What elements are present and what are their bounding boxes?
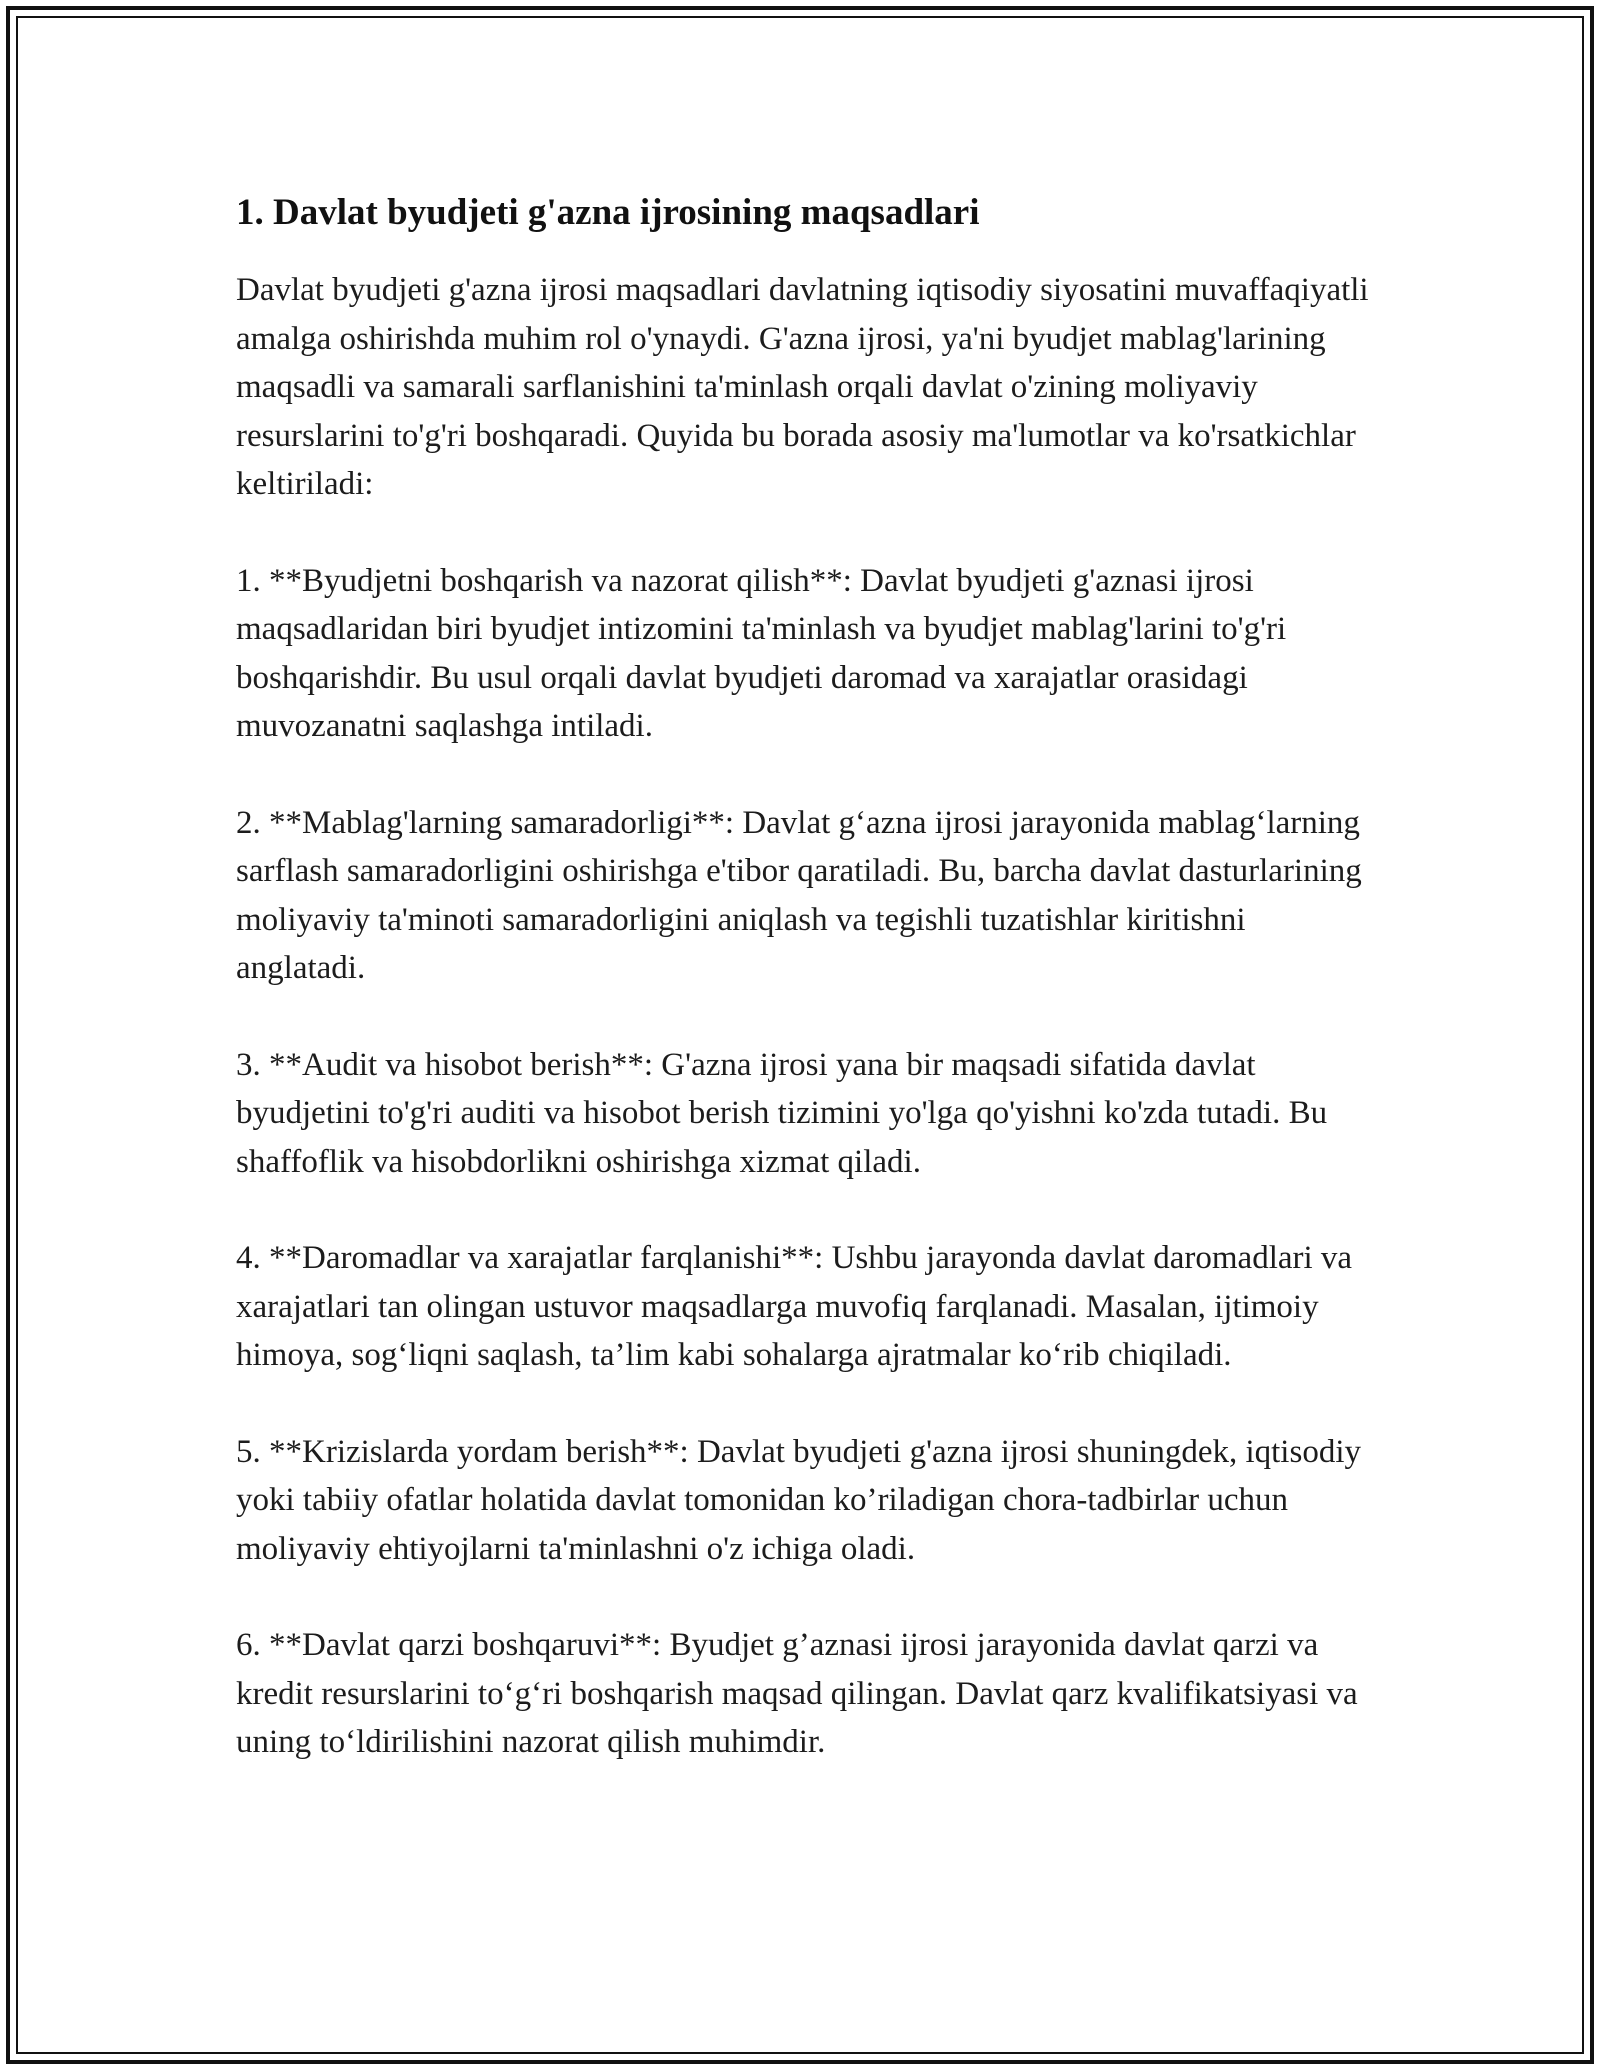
list-item-income-expense: 4. **Daromadlar va xarajatlar farqlanishi**: Ushbu jarayonda davlat daromadlari va xarajatlari tan olingan ustuvor maqsadlarga muvofiq farqlanadi. Masalan, ijtimoiy himoya, sog‘liqni saqlash, ta’lim kabi sohalarga ajratmalar ko‘rib chiqiladi. <box>236 1240 1353 1373</box>
list-item-budget-management: 1. **Byudjetni boshqarish va nazorat qilish**: Davlat byudjeti g'aznasi ijrosi maqsadlaridan biri byudjet intizomini ta'minlash va byudjet mablag'larini to'g'ri boshqarishdir. Bu usul orqali davlat byudjeti daromad va xarajatlar orasidagi muvozanatni saqlashga intiladi. <box>236 562 1287 744</box>
document-body <box>236 180 1376 1767</box>
list-item-debt-management: 6. **Davlat qarzi boshqaruvi**: Byudjet g’aznasi ijrosi jarayonida davlat qarzi va kredit resurslarini to‘g‘ri boshqarish maqsad qilingan. Davlat qarz kvalifikatsiyasi va uning to‘ldirilishini nazorat qilish muhimdir. <box>236 1627 1358 1760</box>
intro-paragraph: Davlat byudjeti g'azna ijrosi maqsadlari davlatning iqtisodiy siyosatini muvaffaqiyatli amalga oshirishda muhim rol o'ynaydi. G'azna ijrosi, ya'ni byudjet mablag'larining maqsadli va samarali sarflanishini ta'minlash orqali davlat o'zining moliyaviy resurslarini to'g'ri boshqaradi. Quyida bu borada asosiy ma'lumotlar va ko'rsatkichlar keltiriladi: <box>236 272 1369 502</box>
section-heading: 1. Davlat byudjeti g'azna ijrosining maqsadlari <box>236 192 980 233</box>
list-item-audit: 3. **Audit va hisobot berish**: G'azna ijrosi yana bir maqsadi sifatida davlat byudjetini to'g'ri auditi va hisobot berish tizimini yo'lga qo'yishni ko'zda tutadi. Bu shaffoflik va hisobdorlikni oshirishga xizmat qiladi. <box>236 1046 1328 1180</box>
list-item-crisis-support: 5. **Krizislarda yordam berish**: Davlat byudjeti g'azna ijrosi shuningdek, iqtisodiy yoki tabiiy ofatlar holatida davlat tomonidan ko’riladigan chora-tadbirlar uchun moliyaviy ehtiyojlarni ta'minlashni o'z ichiga oladi. <box>236 1433 1361 1567</box>
list-item-efficiency: 2. **Mablag'larning samaradorligi**: Davlat g‘azna ijrosi jarayonida mablag‘larning sarflash samaradorligini oshirishga e'tibor qaratiladi. Bu, barcha davlat dasturlarining moliyaviy ta'minoti samaradorligini aniqlash va tegishli tuzatishlar kiritishni anglatadi. <box>236 804 1362 986</box>
